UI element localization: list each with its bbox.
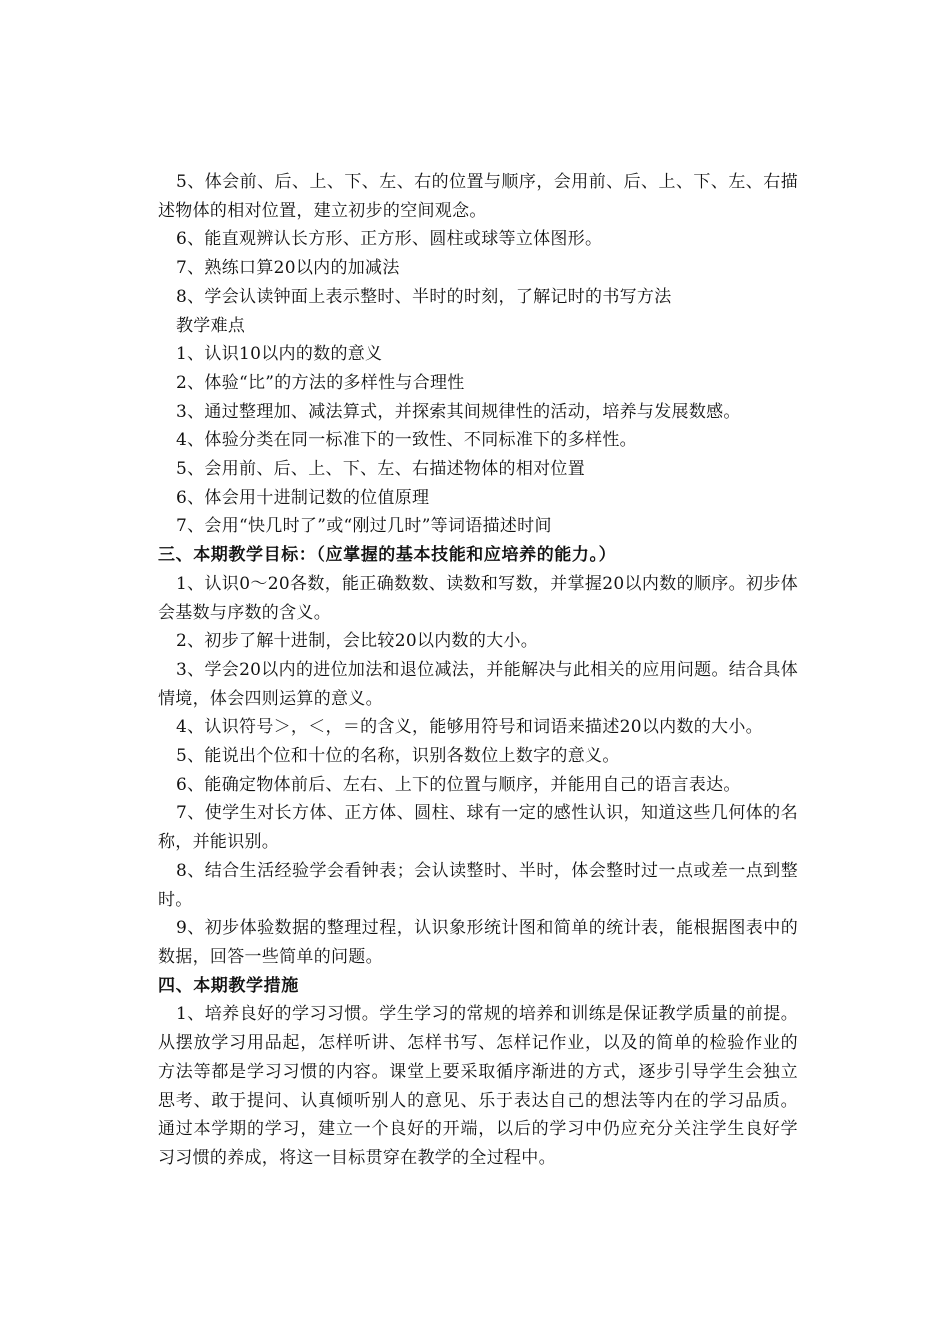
- paragraph-goal-8: 8、学会认读钟面上表示整时、半时的时刻，了解记时的书写方法: [176, 286, 672, 307]
- section-3-item-9: 9、初步体验数据的整理过程，认识象形统计图和简单的统计表，能根据图表中的数据，回答一些简单的问题。: [158, 918, 798, 967]
- section-4-item-1: 1、培养良好的学习习惯。学生学习的常规的培养和训练是保证教学质量的前提。从摆放学习用品起，怎样听讲、怎样书写、怎样记作业，以及的简单的检验作业的方法等都是学习习惯的内容。课堂上要采取循序渐进的方式，逐步引导学生会独立思考、敢于提问、认真倾听别人的意见、乐于表达自己的想法等内在的学习品质。通过本学期的学习，建立一个良好的开端，以后的学习中仍应充分关注学生良好学习习惯的养成，将这一目标贯穿在教学的全过程中。: [158, 1004, 798, 1168]
- section-3-item-2: 2、初步了解十进制，会比较20以内数的大小。: [176, 631, 539, 652]
- difficulty-item-4: 4、体验分类在同一标准下的一致性、不同标准下的多样性。: [176, 430, 637, 451]
- section-3-item-5: 5、能说出个位和十位的名称，识别各数位上数字的意义。: [176, 746, 620, 767]
- difficulty-item-5: 5、会用前、后、上、下、左、右描述物体的相对位置: [176, 459, 586, 480]
- difficulty-item-3: 3、通过整理加、减法算式，并探索其间规律性的活动，培养与发展数感。: [176, 401, 741, 422]
- section-4-heading: 四、本期教学措施: [158, 975, 299, 996]
- section-3-item-8: 8、结合生活经验学会看钟表；会认读整时、半时，体会整时过一点或差一点到整时。: [158, 860, 798, 910]
- paragraph-goal-7: 7、熟练口算20以内的加减法: [176, 258, 400, 279]
- section-3-item-3: 3、学会20以内的进位加法和退位减法，并能解决与此相关的应用问题。结合具体情境，体会四则运算的意义。: [158, 659, 798, 709]
- document-page: [158, 168, 798, 1173]
- paragraph-goal-5: 5、体会前、后、上、下、左、右的位置与顺序，会用前、后、上、下、左、右描述物体的相对位置，建立初步的空间观念。: [158, 172, 798, 221]
- section-3-item-6: 6、能确定物体前后、左右、上下的位置与顺序，并能用自己的语言表达。: [176, 774, 741, 795]
- difficulty-item-2: 2、体验“比”的方法的多样性与合理性: [176, 372, 465, 393]
- paragraph-goal-6: 6、能直观辨认长方形、正方形、圆柱或球等立体图形。: [176, 229, 603, 250]
- section-3-item-4: 4、认识符号＞，＜，＝的含义，能够用符号和词语来描述20以内数的大小。: [176, 717, 763, 738]
- section-3-item-1: 1、认识0～20各数，能正确数数、读数和写数，并掌握20以内数的顺序。初步体会基数与序数的含义。: [158, 573, 798, 623]
- section-3-item-7: 7、使学生对长方体、正方体、圆柱、球有一定的感性认识，知道这些几何体的名称，并能识别。: [158, 803, 798, 853]
- difficulty-item-6: 6、体会用十进制记数的位值原理: [176, 487, 430, 508]
- difficulty-item-7: 7、会用“快几时了”或“刚过几时”等词语描述时间: [176, 516, 552, 537]
- section-3-heading: 三、本期教学目标：（应掌握的基本技能和应培养的能力。）: [158, 545, 617, 566]
- difficulty-title: 教学难点: [176, 315, 246, 336]
- difficulty-item-1: 1、认识10以内的数的意义: [176, 344, 383, 365]
